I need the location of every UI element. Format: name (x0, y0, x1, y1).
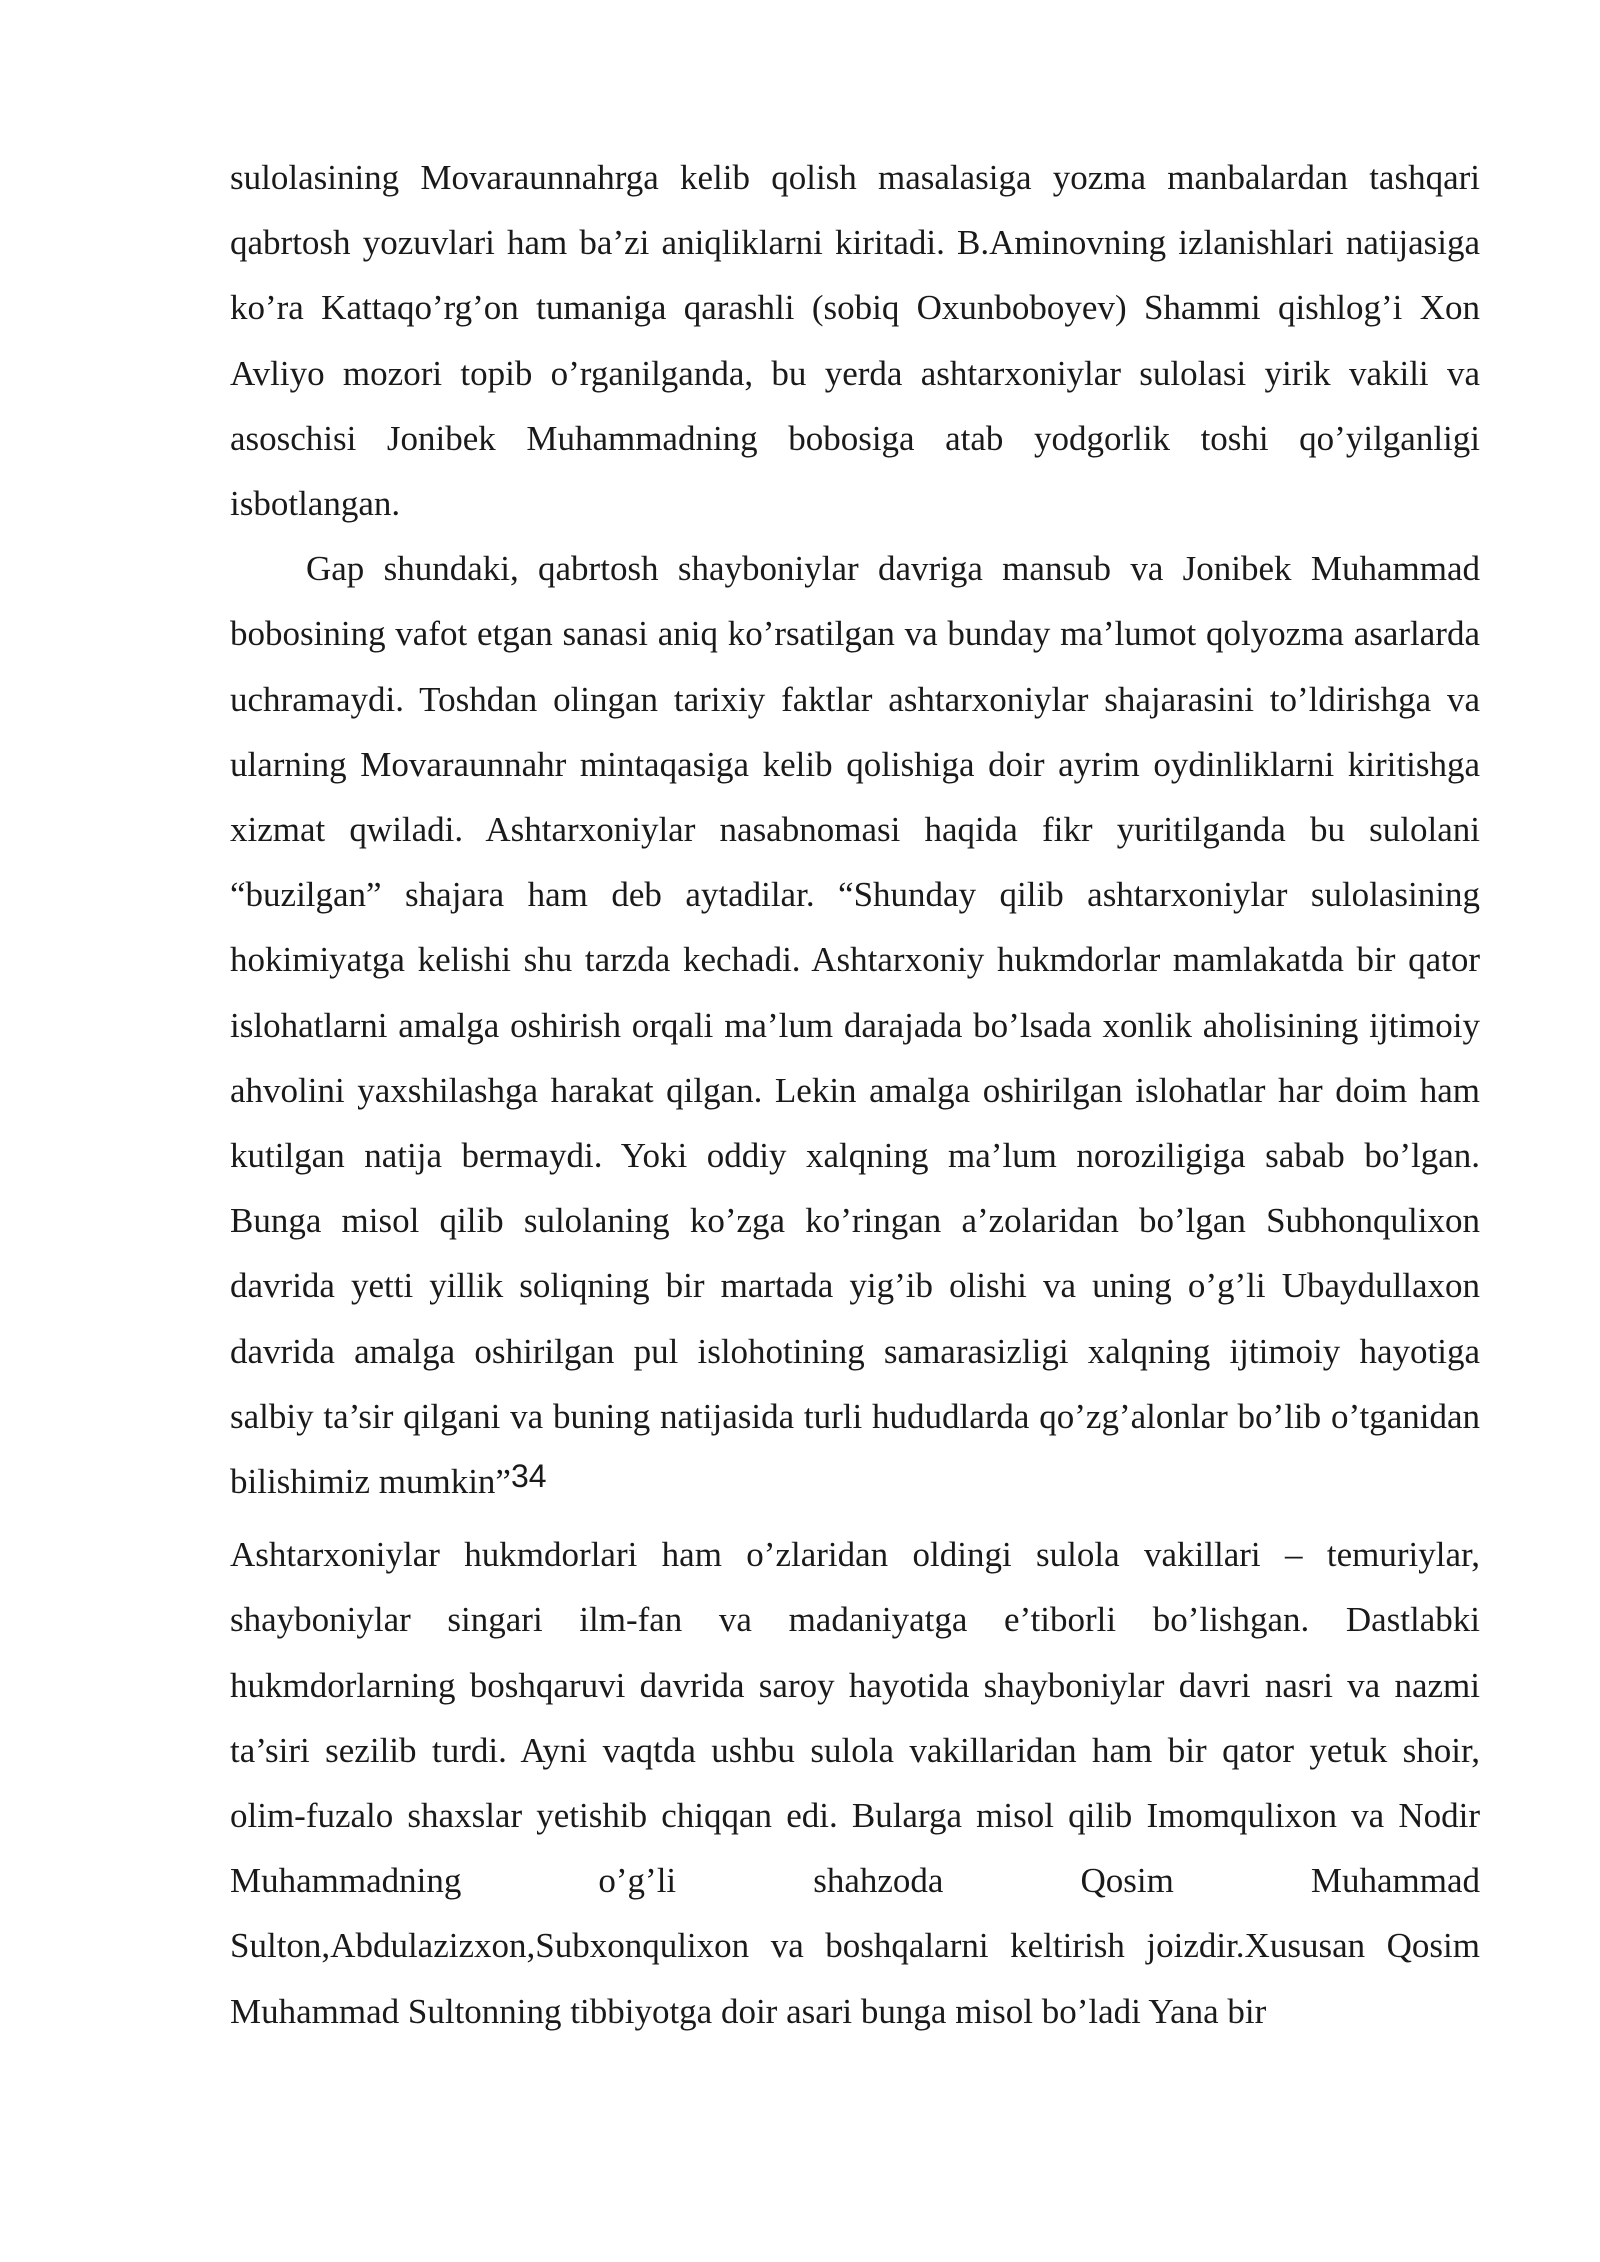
footnote-reference[interactable]: 34 (510, 1458, 547, 1495)
body-text (230, 145, 1480, 2044)
paragraph-1: sulolasining Movaraunnahrga kelib qolish masalasiga yozma manbalardan tashqari qabrtosh yozuvlari ham ba’zi aniqliklarni kiritadi. B.Aminovning izlanishlari natijasiga ko’ra Kattaqo’rg’on tumaniga qarashli (sobiq Oxunboboyev) Shammi qishlog’i Xon Avliyo mozori topib o’rganilganda, bu yerda ashtarxoniylar sulolasi yirik vakili va asoschisi Jonibek Muhammadning bobosiga atab yodgorlik toshi qo’yilganligi isbotlangan. (230, 158, 1480, 524)
paragraph-2-text: Gap shundaki, qabrtosh shayboniylar davriga mansub va Jonibek Muhammad bobosining vafot etgan sanasi aniq ko’rsatilgan va bunday ma’lumot qolyozma asarlarda uchramaydi. Toshdan olingan tarixiy faktlar ashtarxoniylar shajarasini to’ldirishga va ularning Movaraunnahr mintaqasiga kelib qolishiga doir ayrim oydinliklarni kiritishga xizmat qwiladi. Ashtarxoniylar nasabnomasi haqida fikr yuritilganda bu sulolani “buzilgan” shajara ham deb aytadilar. “Shunday qilib ashtarxoniylar sulolasining hokimiyatga kelishi shu tarzda kechadi. Ashtarxoniy hukmdorlar mamlakatda bir qator islohatlarni amalga oshirish orqali ma’lum darajada bo’lsada xonlik aholisining ijtimoiy ahvolini yaxshilashga harakat qilgan. Lekin amalga oshirilgan islohatlar har doim ham kutilgan natija bermaydi. Yoki oddiy xalqning ma’lum noroziligiga sabab bo’lgan. Bunga misol qilib sulolaning ko’zga ko’ringan a’zolaridan bo’lgan Subhonqulixon davrida yetti yillik soliqning bir martada yig’ib olishi va uning o’g’li Ubaydullaxon davrida amalga oshirilgan pul islohotining samarasizligi xalqning ijtimoiy hayotiga salbiy ta’sir qilgani va buning natijasida turli hududlarda qo’zg’alonlar bo’lib o’tganidan bilishimiz mumkin” (230, 549, 1480, 1502)
paragraph-2 (230, 536, 1480, 1514)
paragraph-3: Ashtarxoniylar hukmdorlari ham o’zlaridan oldingi sulola vakillari – temuriylar, shayboniylar singari ilm-fan va madaniyatga e’tiborli bo’lishgan. Dastlabki hukmdorlarning boshqaruvi davrida saroy hayotida shayboniylar davri nasri va nazmi ta’siri sezilib turdi. Ayni vaqtda ushbu sulola vakillaridan ham bir qator yetuk shoir, olim-fuzalo shaxslar yetishib chiqqan edi. Bularga misol qilib Imomqulixon va Nodir Muhammadning o’g’li shahzoda Qosim Muhammad Sulton,Abdulazizxon,Subxonqulixon va boshqalarni keltirish joizdir.Xususan Qosim Muhammad Sultonning tibbiyotga doir asari bunga misol bo’ladi Yana bir (230, 1535, 1480, 2031)
paragraph-spacer (230, 1514, 1480, 1522)
